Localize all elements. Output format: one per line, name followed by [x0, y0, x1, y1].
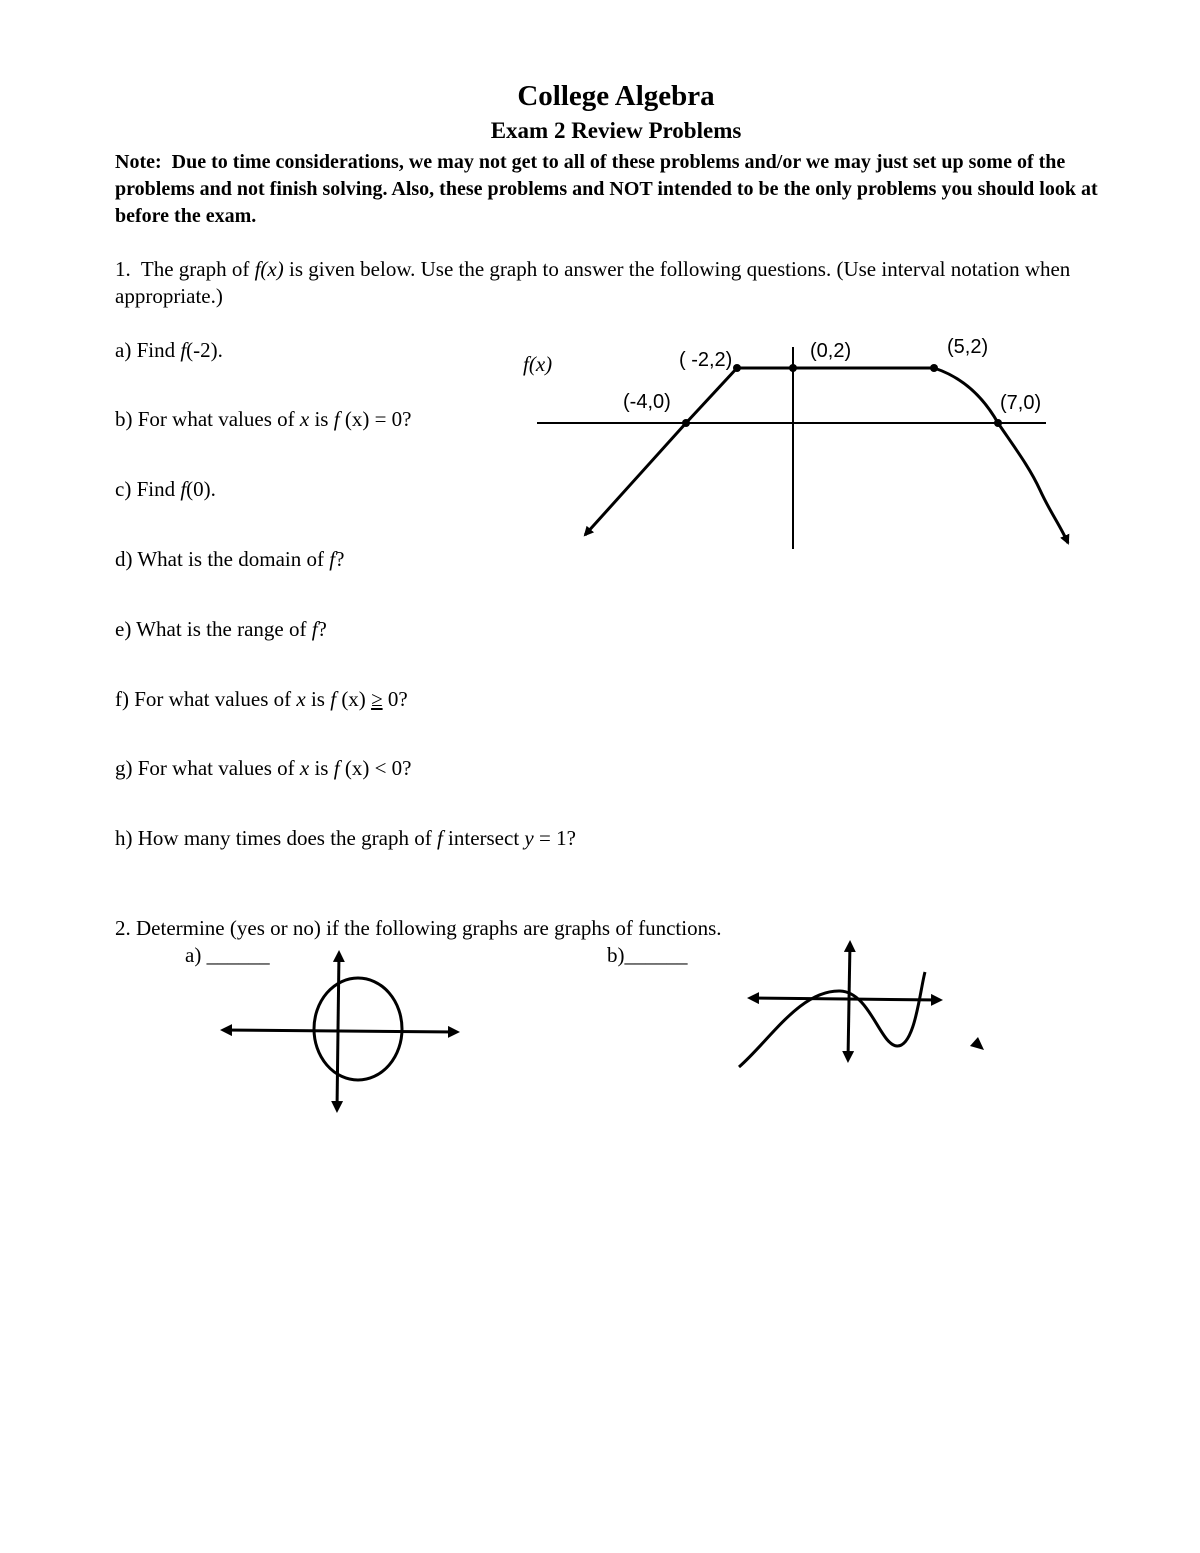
q1f-f: f: [330, 687, 337, 711]
graph-f-label-0-2: (0,2): [810, 340, 852, 362]
stray-arrowhead-icon: [970, 1037, 984, 1050]
q1c-rest: (0).: [186, 477, 216, 501]
q1a-rest: (-2).: [186, 338, 223, 362]
graph-f-label-neg4-0: (-4,0): [623, 391, 671, 413]
problem-2b-blank: ______: [624, 943, 688, 967]
q1h-mid: intersect: [448, 826, 520, 850]
q1g-rest: < 0?: [374, 756, 412, 780]
q1f-x: x: [296, 687, 306, 711]
q1g-x: x: [299, 756, 310, 780]
q1e-prefix: e) What is the range of: [115, 617, 307, 641]
q1f-paren: (x): [341, 687, 366, 711]
q1c-prefix: c) Find: [115, 477, 176, 501]
q1a-prefix: a) Find: [115, 338, 176, 362]
graph-2b-curve: [739, 972, 925, 1067]
problem-2-intro: 2. Determine (yes or no) if the following graphs are graphs of functions.: [115, 916, 722, 940]
q1g-mid: is: [314, 756, 329, 780]
q1c-f: f: [180, 477, 187, 501]
q1a-f: f: [180, 338, 187, 362]
q1b-mid: is: [314, 407, 329, 431]
q1f-mid: is: [310, 687, 325, 711]
graph-2b-x-axis-left: [750, 998, 848, 999]
q1b-f: f: [333, 407, 340, 431]
problem-2a-blank: ______: [206, 943, 270, 967]
page-subtitle: Exam 2 Review Problems: [490, 118, 742, 143]
graph-2b-x-axis: [848, 999, 940, 1000]
q1b-rest: = 0?: [374, 407, 412, 431]
problem-2a-label: a): [185, 943, 202, 967]
graph-f-ylabel: f(x): [523, 352, 553, 376]
graph-2b-y-axis-down: [848, 1000, 849, 1060]
q1g-f: f: [333, 756, 340, 780]
q1d-prefix: d) What is the domain of: [115, 547, 324, 571]
problem-2b-label: b): [607, 943, 625, 967]
q1f-prefix: f) For what values of: [115, 687, 292, 711]
page-title: College Algebra: [517, 80, 715, 112]
q1g-paren: (x): [344, 756, 370, 780]
q1d-rest: ?: [335, 547, 345, 571]
note-text: Due to time considerations, we may not get to all of these problems and/or we may just set up some of the problems and not finish solving. Also, these problems and NOT intended to be the only problems you should look at before the exam.: [115, 151, 1098, 227]
q1e-rest: ?: [317, 617, 327, 641]
graph-f-label-neg2-2: ( -2,2): [679, 349, 733, 371]
q1f-rest: 0?: [387, 687, 408, 711]
q1g-prefix: g) For what values of: [115, 756, 295, 780]
q1h-rest: = 1?: [539, 826, 576, 850]
graph-f-label-7-0: (7,0): [1000, 392, 1042, 414]
q1e-f: f: [311, 617, 318, 641]
q1h-prefix: h) How many times does the graph of: [115, 826, 432, 850]
problem-1-text-after: is given below. Use the graph to answer the following questions. (Use interval notation when appropriate.): [115, 257, 1071, 308]
graph-2b-y-axis: [849, 943, 850, 1000]
q1b-paren: (x): [344, 407, 370, 431]
q1d-f: f: [329, 547, 336, 571]
problem-1-number: 1.: [115, 257, 131, 281]
q1b-x: x: [299, 407, 310, 431]
q1h-y: y: [524, 826, 534, 850]
problem-1-func: f(x): [254, 257, 284, 281]
q1h-f: f: [436, 826, 443, 850]
graph-f-label-5-2: (5,2): [947, 336, 989, 358]
problem-1-text-before: The graph of: [140, 257, 250, 281]
q1b-prefix: b) For what values of: [115, 407, 295, 431]
note-label: Note:: [115, 151, 162, 173]
q1f-relation: ≥: [371, 687, 383, 711]
